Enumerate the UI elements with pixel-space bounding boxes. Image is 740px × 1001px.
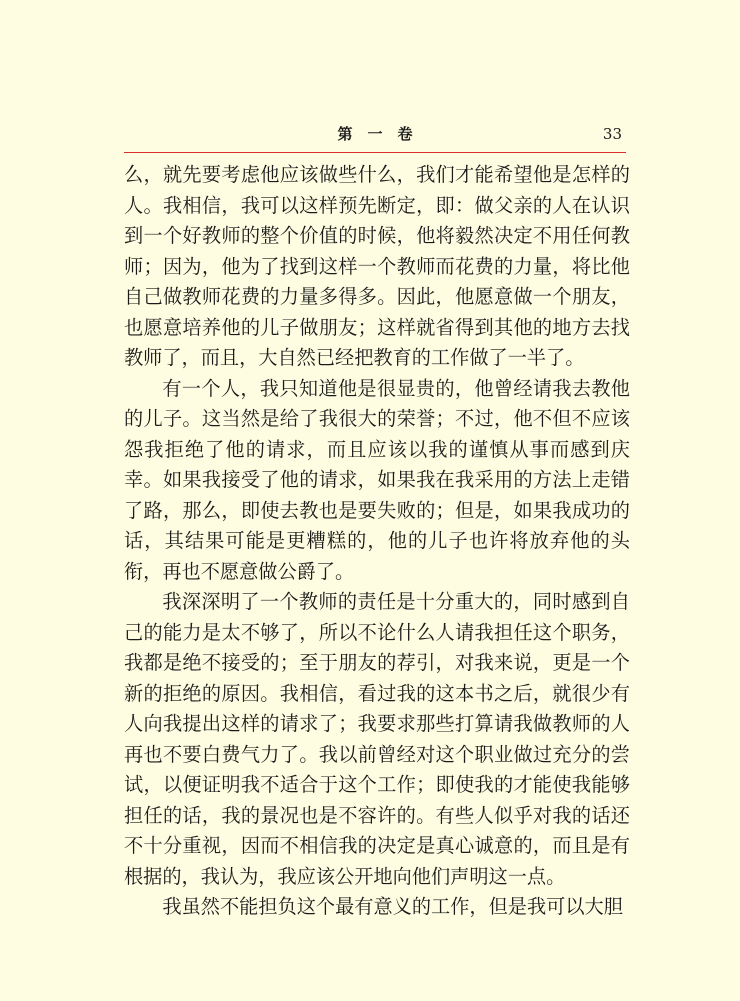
page-number: 33 <box>602 125 622 143</box>
running-head: 第 一 卷 <box>337 125 413 143</box>
page-header <box>124 124 626 152</box>
paragraph-2: 有一个人，我只知道他是很显贵的，他曾经请我去教他的儿子。这当然是给了我很大的荣誉；不过，他不但不应该怨我拒绝了他的请求，而且应该以我的谨慎从事而感到庆幸。如果我接受了他的请求，如果我在我采用的方法上走错了路，那么，即使去教也是要失败的；但是，如果我成功的话，其结果可能是更糟糕的，他的儿子也许将放弃他的头衔，再也不愿意做公爵了。 <box>124 376 630 583</box>
body-text <box>124 160 630 923</box>
paragraph-1: 么，就先要考虑他应该做些什么，我们才能希望他是怎样的人。我相信，我可以这样预先断定，即：做父亲的人在认识到一个好教师的整个价值的时候，他将毅然决定不用任何教师；因为，他为了找到这样一个教师而花费的力量，将比他自己做教师花费的力量多得多。因此，他愿意做一个朋友，也愿意培养他的儿子做朋友；这样就省得到其他的地方去找教师了，而且，大自然已经把教育的工作做了一半了。 <box>124 163 630 369</box>
paragraph-3: 我深深明了一个教师的责任是十分重大的，同时感到自己的能力是太不够了，所以不论什么人请我担任这个职务，我都是绝不接受的；至于朋友的荐引，对我来说，更是一个新的拒绝的原因。我相信，看过我的这本书之后，就很少有人向我提出这样的请求了；我要求那些打算请我做教师的人再也不要白费气力了。我以前曾经对这个职业做过充分的尝试，以便证明我不适合于这个工作；即使我的才能使我能够担任的话，我的景况也是不容许的。有些人似乎对我的话还不十分重视，因而不相信我的决定是真心诚意的，而且是有根据的，我认为，我应该公开地向他们声明这一点。 <box>124 590 630 888</box>
header-rule <box>124 152 626 153</box>
paragraph-4: 我虽然不能担负这个最有意义的工作，但是我可以大胆 <box>162 895 623 918</box>
